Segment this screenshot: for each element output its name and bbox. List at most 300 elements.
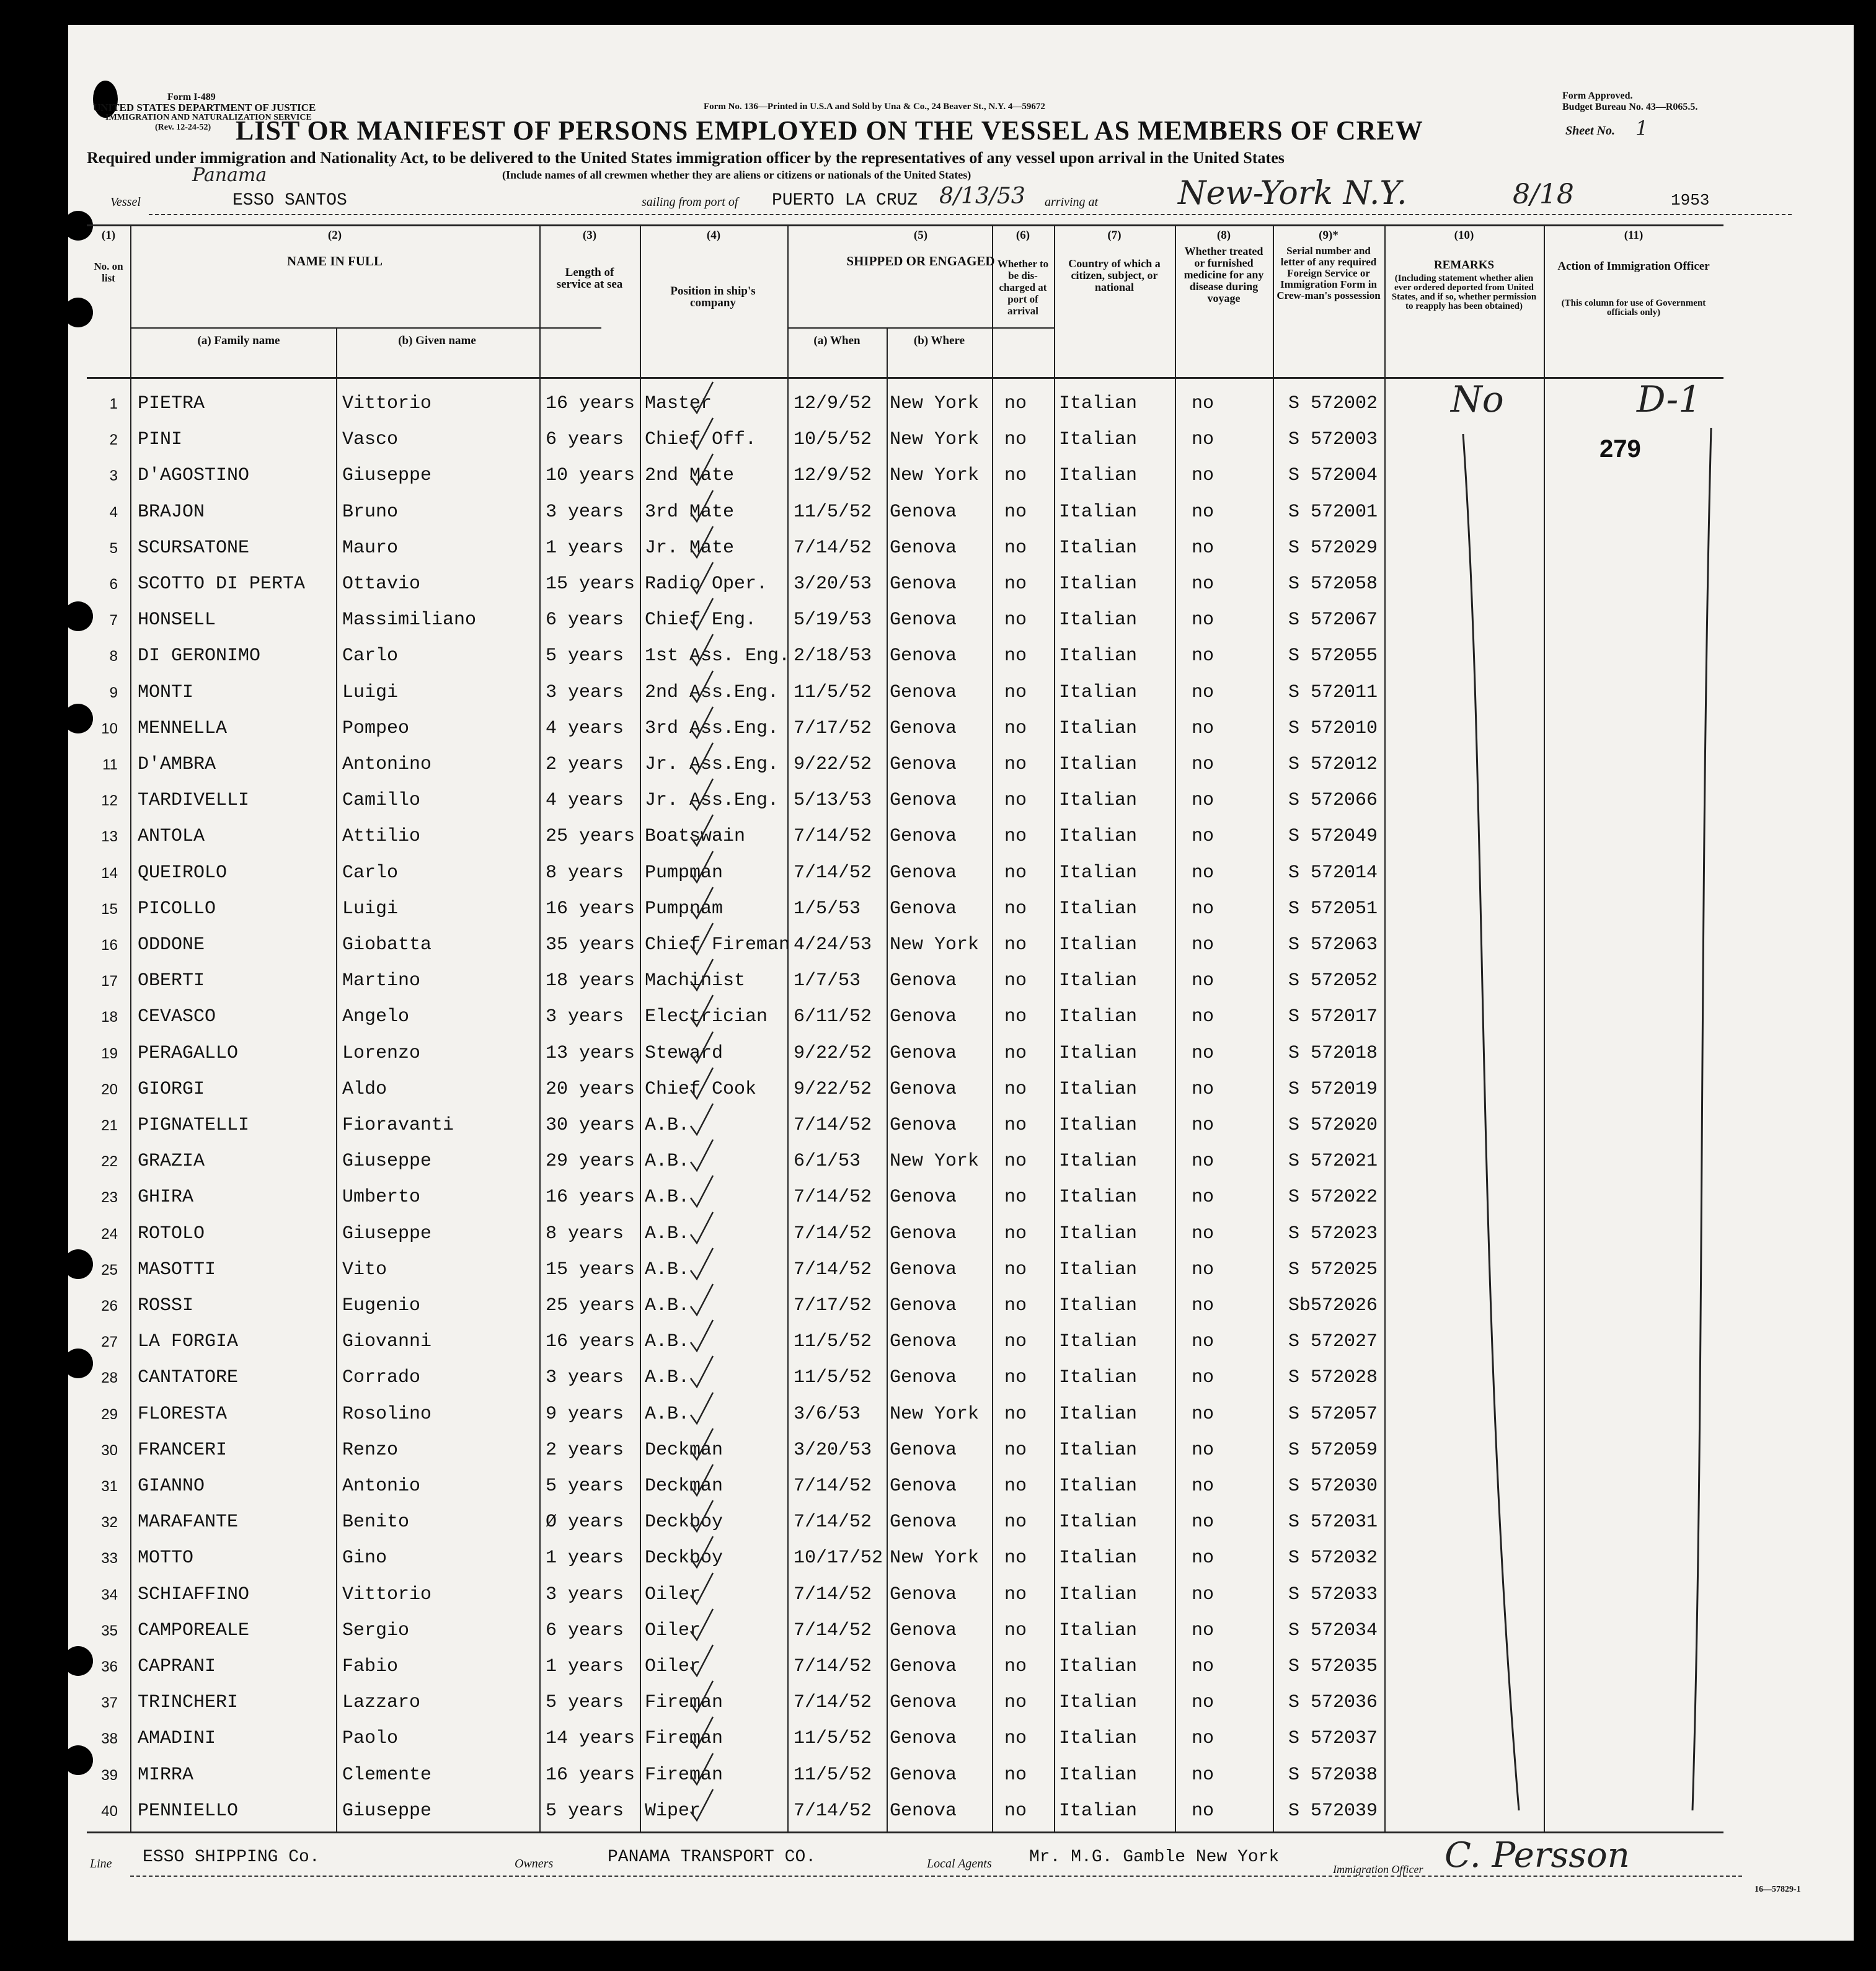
citizenship: Italian — [1059, 429, 1138, 451]
col-8-header: Whether treated or furnished medicine for any disease during voyage — [1184, 245, 1264, 304]
row-number: 32 — [101, 1514, 118, 1531]
discharged-at-arrival: no — [1004, 393, 1027, 414]
shipped-where: Genova — [890, 1042, 957, 1064]
col-8-number: (8) — [1216, 229, 1231, 242]
discharged-at-arrival: no — [1004, 898, 1027, 919]
shipped-when: 9/22/52 — [794, 1078, 872, 1100]
col-10-header: REMARKS — [1433, 259, 1495, 272]
family-name: PENNIELLO — [138, 1800, 239, 1822]
shipped-where: Genova — [890, 1476, 957, 1497]
discharged-at-arrival: no — [1004, 501, 1027, 523]
position: 2nd Mate — [645, 465, 735, 487]
discharged-at-arrival: no — [1004, 1403, 1027, 1425]
given-name: Giuseppe — [342, 1223, 432, 1244]
length-of-service: 6 years — [546, 1619, 624, 1641]
length-of-service: 5 years — [546, 645, 624, 667]
row-number: 28 — [101, 1370, 118, 1387]
citizenship: Italian — [1059, 1512, 1138, 1533]
serial-number: S 572037 — [1288, 1728, 1378, 1750]
officer-label: Immigration Officer — [1333, 1863, 1423, 1876]
given-name: Lazzaro — [342, 1692, 421, 1714]
col-2a-header: (a) Family name — [197, 334, 280, 347]
discharged-at-arrival: no — [1004, 1187, 1027, 1208]
length-of-service: 13 years — [546, 1042, 635, 1064]
citizenship: Italian — [1059, 934, 1138, 955]
serial-number: S 572014 — [1288, 862, 1378, 884]
given-name: Martino — [342, 970, 421, 992]
row-number: 6 — [109, 576, 118, 593]
medicine-furnished: no — [1192, 1151, 1215, 1172]
shipped-when: 7/14/52 — [794, 862, 872, 884]
shipped-when: 1/7/53 — [794, 970, 861, 992]
citizenship: Italian — [1059, 1692, 1138, 1714]
family-name: GHIRA — [138, 1187, 194, 1208]
family-name: MASOTTI — [138, 1259, 216, 1280]
citizenship: Italian — [1059, 1728, 1138, 1750]
serial-number: S 572031 — [1288, 1512, 1378, 1533]
row-number: 1 — [109, 396, 118, 412]
shipped-where: Genova — [890, 537, 957, 559]
serial-number: S 572051 — [1288, 898, 1378, 919]
length-of-service: 25 years — [546, 1295, 635, 1316]
length-of-service: 6 years — [546, 429, 624, 451]
citizenship: Italian — [1059, 826, 1138, 848]
length-of-service: 35 years — [546, 934, 635, 955]
line-label: Line — [90, 1857, 112, 1871]
shipped-where: Genova — [890, 1512, 957, 1533]
length-of-service: 1 years — [546, 1548, 624, 1569]
col-4-number: (4) — [706, 229, 721, 242]
length-of-service: 2 years — [546, 754, 624, 775]
position: Chief Cook — [645, 1078, 757, 1100]
position: 2nd Ass.Eng. — [645, 681, 779, 703]
citizenship: Italian — [1059, 1619, 1138, 1641]
family-name: QUEIROLO — [138, 862, 228, 884]
family-name: PIGNATELLI — [138, 1115, 250, 1136]
given-name: Antonio — [342, 1476, 421, 1497]
length-of-service: 8 years — [546, 862, 624, 884]
serial-number: S 572057 — [1288, 1403, 1378, 1425]
discharged-at-arrival: no — [1004, 1476, 1027, 1497]
checkmark-icon — [688, 1462, 725, 1499]
discharged-at-arrival: no — [1004, 1078, 1027, 1100]
family-name: OBERTI — [138, 970, 205, 992]
shipped-where: Genova — [890, 1367, 957, 1389]
row-number: 7 — [109, 612, 118, 629]
shipped-where: Genova — [890, 1439, 957, 1461]
checkmark-icon — [688, 596, 725, 633]
given-name: Eugenio — [342, 1295, 421, 1316]
row-number: 10 — [101, 720, 118, 737]
family-name: D'AMBRA — [138, 754, 216, 775]
col-6-number: (6) — [1015, 229, 1030, 242]
medicine-furnished: no — [1192, 1403, 1215, 1425]
discharged-at-arrival: no — [1004, 1656, 1027, 1677]
citizenship: Italian — [1059, 1078, 1138, 1100]
medicine-furnished: no — [1192, 1439, 1215, 1461]
col-3-number: (3) — [582, 229, 597, 242]
length-of-service: 16 years — [546, 1331, 635, 1353]
discharged-at-arrival: no — [1004, 1512, 1027, 1533]
medicine-furnished: no — [1192, 790, 1215, 812]
discharged-at-arrival: no — [1004, 1223, 1027, 1244]
sheet-number: 1 — [1635, 117, 1648, 140]
medicine-furnished: no — [1192, 1656, 1215, 1677]
medicine-furnished: no — [1192, 1078, 1215, 1100]
shipped-when: 3/6/53 — [794, 1403, 861, 1425]
serial-number: S 572029 — [1288, 537, 1378, 559]
length-of-service: 16 years — [546, 393, 635, 414]
col-5a-header: (a) When — [813, 334, 861, 347]
row-number: 34 — [101, 1586, 118, 1603]
row-number: 39 — [101, 1766, 118, 1784]
position: Master — [645, 393, 712, 414]
family-name: CEVASCO — [138, 1006, 216, 1028]
checkmark-icon — [688, 921, 725, 958]
position: A.B. — [645, 1295, 690, 1316]
position: 3rd Mate — [645, 501, 735, 523]
length-of-service: 9 years — [546, 1403, 624, 1425]
shipped-where: Genova — [890, 681, 957, 703]
shipped-where: New York — [890, 1151, 980, 1172]
shipped-when: 10/5/52 — [794, 429, 872, 451]
family-name: ANTOLA — [138, 826, 205, 848]
citizenship: Italian — [1059, 1223, 1138, 1244]
medicine-furnished: no — [1192, 429, 1215, 451]
checkmark-icon — [688, 1029, 725, 1066]
col-1-header: No. on list — [94, 260, 123, 284]
citizenship: Italian — [1059, 1367, 1138, 1389]
vessel-flag-handwritten: Panama — [192, 164, 267, 186]
citizenship: Italian — [1059, 537, 1138, 559]
shipped-when: 12/9/52 — [794, 465, 872, 487]
page-subtitle: Required under immigration and Nationality Act, to be delivered to the United States immigration officer by the representatives of any vessel upon arrival in the United States — [87, 149, 1285, 167]
position: Oiler — [645, 1583, 701, 1605]
citizenship: Italian — [1059, 1331, 1138, 1353]
citizenship: Italian — [1059, 754, 1138, 775]
col-4-header: Position in ship's company — [670, 285, 756, 309]
family-name: MOTTO — [138, 1548, 194, 1569]
medicine-furnished: no — [1192, 1259, 1215, 1280]
shipped-when: 11/5/52 — [794, 1331, 872, 1353]
col-10-number: (10) — [1454, 229, 1474, 242]
length-of-service: Ø years — [546, 1512, 624, 1533]
discharged-at-arrival: no — [1004, 1367, 1027, 1389]
length-of-service: 3 years — [546, 681, 624, 703]
given-name: Camillo — [342, 790, 421, 812]
checkmark-icon — [688, 668, 725, 706]
given-name: Vittorio — [342, 1583, 432, 1605]
citizenship: Italian — [1059, 1115, 1138, 1136]
shipped-when: 6/11/52 — [794, 1006, 872, 1028]
arrival-year: 1953 — [1671, 191, 1710, 210]
shipped-when: 7/14/52 — [794, 1800, 872, 1822]
position: Oiler — [645, 1656, 701, 1677]
agents-label: Local Agents — [927, 1857, 992, 1871]
medicine-furnished: no — [1192, 1512, 1215, 1533]
row-number: 2 — [109, 432, 118, 449]
shipped-when: 5/19/53 — [794, 609, 872, 631]
col-2-header: NAME IN FULL — [286, 254, 383, 268]
col-11-note: (This column for use of Government officials only) — [1561, 298, 1706, 317]
position: Fireman — [645, 1728, 723, 1750]
discharged-at-arrival: no — [1004, 1006, 1027, 1028]
discharged-at-arrival: no — [1004, 1548, 1027, 1569]
checkmark-icon — [688, 776, 725, 813]
row-number: 20 — [101, 1081, 118, 1098]
position: Chief Eng. — [645, 609, 757, 631]
family-name: SCHIAFFINO — [138, 1583, 250, 1605]
arriving-label: arriving at — [1045, 195, 1099, 209]
citizenship: Italian — [1059, 1583, 1138, 1605]
checkmark-icon — [688, 1390, 725, 1427]
check-bracket-lines — [1451, 422, 1730, 1848]
given-name: Benito — [342, 1512, 410, 1533]
serial-number: S 572033 — [1288, 1583, 1378, 1605]
row-number: 23 — [101, 1189, 118, 1207]
given-name: Mauro — [342, 537, 399, 559]
discharged-at-arrival: no — [1004, 645, 1027, 667]
position: A.B. — [645, 1151, 690, 1172]
position: A.B. — [645, 1331, 690, 1353]
medicine-furnished: no — [1192, 609, 1215, 631]
shipped-when: 9/22/52 — [794, 1042, 872, 1064]
discharged-at-arrival: no — [1004, 537, 1027, 559]
col-3-header: Length of service at sea — [556, 266, 623, 291]
discharged-at-arrival: no — [1004, 790, 1027, 812]
family-name: CAMPOREALE — [138, 1619, 250, 1641]
serial-number: S 572028 — [1288, 1367, 1378, 1389]
shipped-where: Genova — [890, 754, 957, 775]
serial-number: S 572030 — [1288, 1476, 1378, 1497]
officer-signature: C. Persson — [1445, 1835, 1630, 1876]
medicine-furnished: no — [1192, 393, 1215, 414]
citizenship: Italian — [1059, 1006, 1138, 1028]
shipped-where: Genova — [890, 1223, 957, 1244]
shipped-where: New York — [890, 934, 980, 955]
agents-value: Mr. M.G. Gamble New York — [1029, 1848, 1280, 1867]
row-number: 18 — [101, 1009, 118, 1026]
checkmark-icon — [688, 885, 725, 922]
medicine-furnished: no — [1192, 1764, 1215, 1786]
row-number: 12 — [101, 792, 118, 810]
shipped-where: New York — [890, 1548, 980, 1569]
discharged-at-arrival: no — [1004, 717, 1027, 739]
shipped-when: 7/14/52 — [794, 1476, 872, 1497]
length-of-service: 3 years — [546, 1367, 624, 1389]
length-of-service: 15 years — [546, 574, 635, 595]
length-of-service: 4 years — [546, 790, 624, 812]
col-6-header: Whether to be dis-charged at port of arrival — [997, 258, 1049, 317]
col-5-header: SHIPPED OR ENGAGED — [846, 254, 995, 268]
given-name: Gino — [342, 1548, 387, 1569]
citizenship: Italian — [1059, 862, 1138, 884]
checkmark-icon — [688, 1642, 725, 1680]
serial-number: S 572055 — [1288, 645, 1378, 667]
shipped-when: 3/20/53 — [794, 574, 872, 595]
col-11-header: Action of Immigration Officer — [1557, 260, 1710, 273]
serial-number: S 572025 — [1288, 1259, 1378, 1280]
family-name: ROTOLO — [138, 1223, 205, 1244]
discharged-at-arrival: no — [1004, 1728, 1027, 1750]
serial-number: S 572011 — [1288, 681, 1378, 703]
medicine-furnished: no — [1192, 898, 1215, 919]
medicine-furnished: no — [1192, 1619, 1215, 1641]
medicine-furnished: no — [1192, 754, 1215, 775]
form-code: 16—57829-1 — [1754, 1885, 1801, 1894]
row-number: 17 — [101, 973, 118, 990]
shipped-where: New York — [890, 465, 980, 487]
shipped-where: Genova — [890, 862, 957, 884]
serial-number: S 572063 — [1288, 934, 1378, 955]
checkmark-icon — [688, 1751, 725, 1788]
citizenship: Italian — [1059, 501, 1138, 523]
citizenship: Italian — [1059, 681, 1138, 703]
serial-number: S 572036 — [1288, 1692, 1378, 1714]
position: Wiper — [645, 1800, 701, 1822]
given-name: Renzo — [342, 1439, 399, 1461]
length-of-service: 1 years — [546, 537, 624, 559]
medicine-furnished: no — [1192, 1006, 1215, 1028]
row-number: 38 — [101, 1730, 118, 1748]
medicine-furnished: no — [1192, 465, 1215, 487]
serial-number: S 572059 — [1288, 1439, 1378, 1461]
family-name: CANTATORE — [138, 1367, 239, 1389]
checkmark-icon — [688, 849, 725, 886]
citizenship: Italian — [1059, 1151, 1138, 1172]
serial-number: S 572039 — [1288, 1800, 1378, 1822]
shipped-when: 7/14/52 — [794, 826, 872, 848]
serial-number: S 572052 — [1288, 970, 1378, 992]
checkmark-icon — [688, 740, 725, 777]
discharged-at-arrival: no — [1004, 1764, 1027, 1786]
approval-note: Form Approved. — [1562, 91, 1633, 101]
checkmark-icon — [688, 1426, 725, 1463]
checkmark-icon — [688, 1353, 725, 1391]
position: Deckman — [645, 1476, 723, 1497]
discharged-at-arrival: no — [1004, 681, 1027, 703]
checkmark-icon — [688, 1101, 725, 1138]
remark-handwritten: No — [1451, 378, 1504, 420]
given-name: Sergio — [342, 1619, 410, 1641]
shipped-when: 1/5/53 — [794, 898, 861, 919]
discharged-at-arrival: no — [1004, 574, 1027, 595]
row-number: 22 — [101, 1153, 118, 1171]
shipped-where: Genova — [890, 1619, 957, 1641]
given-name: Vasco — [342, 429, 399, 451]
medicine-furnished: no — [1192, 681, 1215, 703]
shipped-when: 7/17/52 — [794, 717, 872, 739]
length-of-service: 6 years — [546, 609, 624, 631]
row-number: 40 — [101, 1802, 118, 1820]
citizenship: Italian — [1059, 574, 1138, 595]
medicine-furnished: no — [1192, 1295, 1215, 1316]
shipped-where: New York — [890, 429, 980, 451]
citizenship: Italian — [1059, 645, 1138, 667]
length-of-service: 16 years — [546, 1764, 635, 1786]
medicine-furnished: no — [1192, 1367, 1215, 1389]
position: Electrician — [645, 1006, 768, 1028]
row-number: 15 — [101, 900, 118, 918]
shipped-where: Genova — [890, 1259, 957, 1280]
given-name: Carlo — [342, 862, 399, 884]
checkmark-icon — [688, 1534, 725, 1571]
shipped-when: 12/9/52 — [794, 393, 872, 414]
medicine-furnished: no — [1192, 1223, 1215, 1244]
line-value: ESSO SHIPPING Co. — [143, 1848, 320, 1867]
discharged-at-arrival: no — [1004, 1800, 1027, 1822]
form-revision: (Rev. 12-24-52) — [155, 123, 211, 132]
family-name: FLORESTA — [138, 1403, 228, 1425]
shipped-where: Genova — [890, 1692, 957, 1714]
shipped-when: 3/20/53 — [794, 1439, 872, 1461]
position: Pumpnam — [645, 898, 723, 919]
position: Pumpman — [645, 862, 723, 884]
shipped-when: 7/17/52 — [794, 1295, 872, 1316]
position: Deckman — [645, 1439, 723, 1461]
shipped-where: Genova — [890, 1728, 957, 1750]
shipped-where: Genova — [890, 574, 957, 595]
family-name: MARAFANTE — [138, 1512, 239, 1533]
action-handwritten: D-1 — [1637, 378, 1702, 420]
discharged-at-arrival: no — [1004, 826, 1027, 848]
family-name: SCURSATONE — [138, 537, 250, 559]
length-of-service: 3 years — [546, 1583, 624, 1605]
given-name: Bruno — [342, 501, 399, 523]
checkmark-icon — [688, 1498, 725, 1535]
given-name: Giobatta — [342, 934, 432, 955]
serial-number: S 572012 — [1288, 754, 1378, 775]
shipped-when: 7/14/52 — [794, 1115, 872, 1136]
checkmark-icon — [688, 1173, 725, 1210]
position: A.B. — [645, 1187, 690, 1208]
family-name: PICOLLO — [138, 898, 216, 919]
medicine-furnished: no — [1192, 970, 1215, 992]
row-number: 24 — [101, 1225, 118, 1242]
medicine-furnished: no — [1192, 826, 1215, 848]
given-name: Giuseppe — [342, 1800, 432, 1822]
serial-number: S 572027 — [1288, 1331, 1378, 1353]
given-name: Fioravanti — [342, 1115, 454, 1136]
shipped-when: 11/5/52 — [794, 1764, 872, 1786]
owners-label: Owners — [515, 1857, 554, 1871]
position: A.B. — [645, 1367, 690, 1389]
shipped-when: 9/22/52 — [794, 754, 872, 775]
medicine-furnished: no — [1192, 1800, 1215, 1822]
shipped-where: Genova — [890, 717, 957, 739]
given-name: Massimiliano — [342, 609, 477, 631]
row-number: 16 — [101, 937, 118, 954]
given-name: Angelo — [342, 1006, 410, 1028]
checkmark-icon — [688, 957, 725, 994]
discharged-at-arrival: no — [1004, 1295, 1027, 1316]
length-of-service: 1 years — [546, 1656, 624, 1677]
checkmark-icon — [688, 1282, 725, 1319]
shipped-when: 2/18/53 — [794, 645, 872, 667]
form-number: Form I-489 — [167, 92, 216, 102]
length-of-service: 25 years — [546, 826, 635, 848]
col-7-number: (7) — [1107, 229, 1122, 242]
family-name: PERAGALLO — [138, 1042, 239, 1064]
col-2b-header: (b) Given name — [398, 334, 476, 347]
arrival-place: New-York N.Y. — [1178, 175, 1407, 212]
discharged-at-arrival: no — [1004, 1151, 1027, 1172]
shipped-when: 6/1/53 — [794, 1151, 861, 1172]
checkmark-icon — [688, 451, 725, 489]
row-number: 30 — [101, 1442, 118, 1459]
shipped-when: 11/5/52 — [794, 1367, 872, 1389]
citizenship: Italian — [1059, 1187, 1138, 1208]
